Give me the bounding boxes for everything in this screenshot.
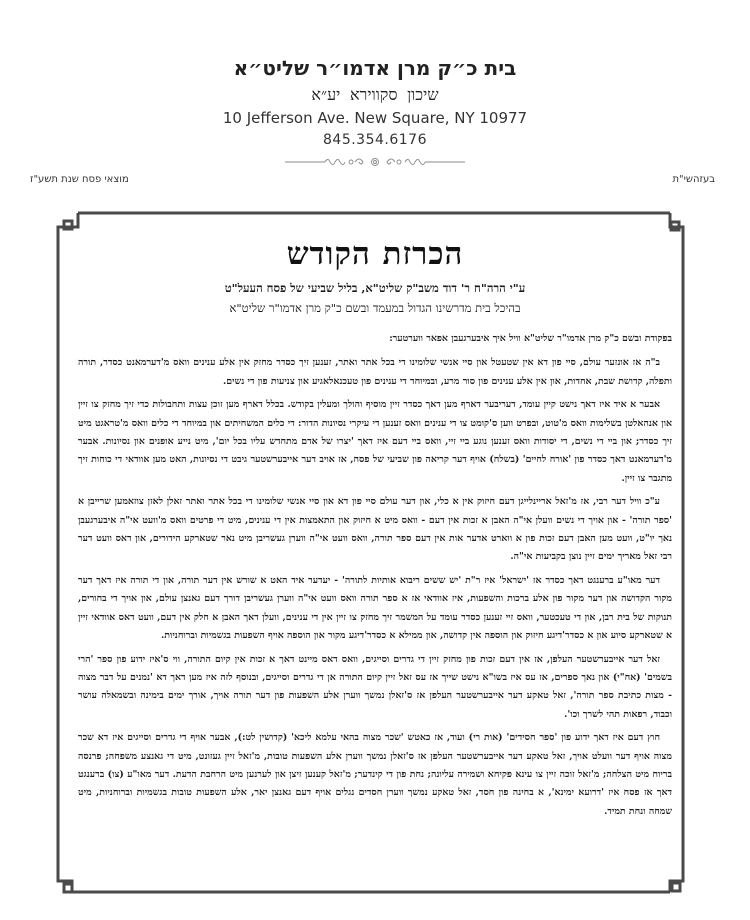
opening-line: בפקודת ובשם כ"ק מרן אדמו"ר שליט"א וויל איך איבערגעבן אפאר ווערטער: <box>389 333 672 344</box>
paragraph: אבער א איד איז דאך נישט קיין עומד, דעריבער דארף מען דאך כסדר זיין מוסיף והולך ומעלין בקודש. בכלל דארף מען זוכן עצות ותחבולות כדי זיך מחזק צו זיין און אנהאלטן בשלימות וואס מ'טוט, ובפרט ווען ס'קומט צו די ענינים וואס זענען די עיקרי נסיונות הדור: די כלים המשחיתים און במיוחד די כלים וואס מ'טראגט מיט זיך כסדר; און ביי די נשים, די יסודות וואס זענען נוגע ביי זיי, וואס ביי דעם איז דאך 'יצרו של אדם מתחדש עליו בכל יום', מיט נייע אופנים און נסיונות. אבער מ'דערמאנט דאך כסדר פון 'אורח לחיים' (בשלח) אויף דער קריאה פון שביעי של פסח, אז אויב דער אייבערשטער גיבט די נסיונות, האט מען אוודאי די כוחות זיך מתגבר צו זיין. <box>78 399 672 484</box>
ornamental-divider-icon <box>285 155 465 169</box>
letterhead-phone: 845.354.6176 <box>323 132 427 148</box>
letterhead-subtitle: שיכון סקווירא יע״א <box>311 85 439 104</box>
date-line: מוצאי פסח שנת תשע"ז <box>30 174 129 185</box>
paragraph: ע"כ וויל דער רבי, אז מ'זאל אריינלייגן דעם חיזוק אין א כלי, און דער עולם סיי פון דא און סיי אנשי שלומינו די בכל אתר ואתר זאלן לאזן צוזאמען שרייבן א 'ספר תורה' - און אויך די נשים וועלן אי"ה האבן א זכות אין דעם - וואס מיט א חיזוק און התאמצות אין די ענינים, מיט די פרטים וואס מ'וועט אי"ה איבערגעבן נאך יו"ט, וועט מען האבן דעם זכות פון א ווארט אדער אות אין דעם ספר תורה, וואס וועט אי"ה ווערן געשריבן מיט נאר שטארקע הידורים, און דאס וועט דער רבי זאל מאריך ימים זיין נוצן בקביעות אי"ה. <box>78 496 672 563</box>
paragraph: חוץ דעם איז דאך ידוע פון 'ספר חסידים' (אות רי) ועוד, אז כאטש 'שכר מצוה בהאי עלמא ליכא' (קדושין לט:), אבער אויף די גדרים וסייגים איז דא שכר מצוה אויף דער וועלט אויך, זאל טאקע דער אייבערשטער העלפן אז ס'זאלן נמשך ווערן אלע השפעות טובות, מ'זאל זיין געזונט, מיט די גאנצע משפחה; פרנסה בריוח מיט הצלחה; מ'זאל זוכה זיין צו עינא פקיחא ושמירה עליונה; נחת פון די קינדער; מ'זאל קענען זיצן און לערנען מיט הרחבת הדעת. דער מאו"ע (צו) ברענגט דאך אז פסח איז 'דרועא ימינא', א בחינה פון חסד, זאל טאקע נמשך ווערן חסדים נגלים אויף דעם גאנצן יאר, אלע השפעות טובות בגשמיות וברוחניות, מיט שמחה ונחת תמיד. <box>78 732 672 817</box>
announcement-title: הכרזת הקודש <box>286 236 464 272</box>
letterhead-address: 10 Jefferson Ave. New Square, NY 10977 <box>222 109 528 127</box>
announcement-subtitle-location: בהיכל בית מדרשינו הגדול במעמד ובשם כ"ק מרן אדמו"ר שליט"א <box>229 301 521 315</box>
paragraph: זאל דער אייבערשטער העלפן, אז אין דעם זכות פון מחזק זיין די גדרים וסייגים, וואס דאס מיינט דאך א זכות אין קיום התורה, ווי ס'איז ידוע פון ספר 'הרי בשמים' (אח"י) און נאך ספרים, אז עס איז בשו"א נישט שייך אז עס זאל זיין קיום התורה אן די גדרים וסייגים, ובנוסף לזה איז מען דאך דא 'נמנים על דבר מצוה - מצות כתיבת ספר תורה', זאל טאקע דער אייבערשטער העלפן אז ס'זאלן נמשך ווערן אלע השפעות פון דער תורה אויך, אורך ימים בימינה ובשמאלה עושר וכבוד, רפאות תהי לשרך וכו'. <box>78 653 672 720</box>
announcement-body <box>78 330 672 826</box>
announcement-subtitle-speaker: ע"י הרה"ח ר' דוד משב"ק שליט"א, בליל שביעי של פסח העעל"ט <box>224 281 526 295</box>
letterhead-title: בית כ״ק מרן אדמו״ר שליט״א <box>233 56 517 80</box>
paragraph: דער מאו"ע ברענגט דאך כסדר אז 'ישראל' איז ר"ת 'יש ששים ריבוא אותיות לתורה' - יעדער איד האט א שורש אין דער תורה, און די תורה איז דאך דער מקור הקדושה און דער מקור פון אלע ברכות והשפעות, איז אוודאי אז א ספר תורה וואס וועט אי"ה ווערן געשריבן דורך דעם גאנצן עולם, און אויך די בחורים, תנוקות של בית רבן, און די טעכטער, וואס זיי זענען כסדר עומד על המשמר זיך מחזק צו זיין אין די ענינים, וועלן דאך האבן א חלק אין דעם, וועט דאס אוודאי זיין א שטארקע סיוע און א כסדר'דיגע חיזוק און הוספה אין קדושה, און ממילא א כסדר'דיגע מקור און הוספה אויף השפעות בגשמיות וברוחניות. <box>78 574 672 642</box>
paragraph: ב"ה אז אונזער עולם, סיי פון דא אין שטעטל און סיי אנשי שלומינו די בכל אתר ואתר, זענען זיך כסדר מחזק אין אלע ענינים וואס מ'דערמאנט כסדר, תורה ותפלה, קדושת שבת, אחדות, און אין אלע ענינים פון סור מרע, ובמיוחד די ענינים פון טעכנאלאגיע און צניעות פון די נשים. <box>78 357 672 387</box>
bsd-heading: בעזהשי"ת <box>672 174 715 185</box>
